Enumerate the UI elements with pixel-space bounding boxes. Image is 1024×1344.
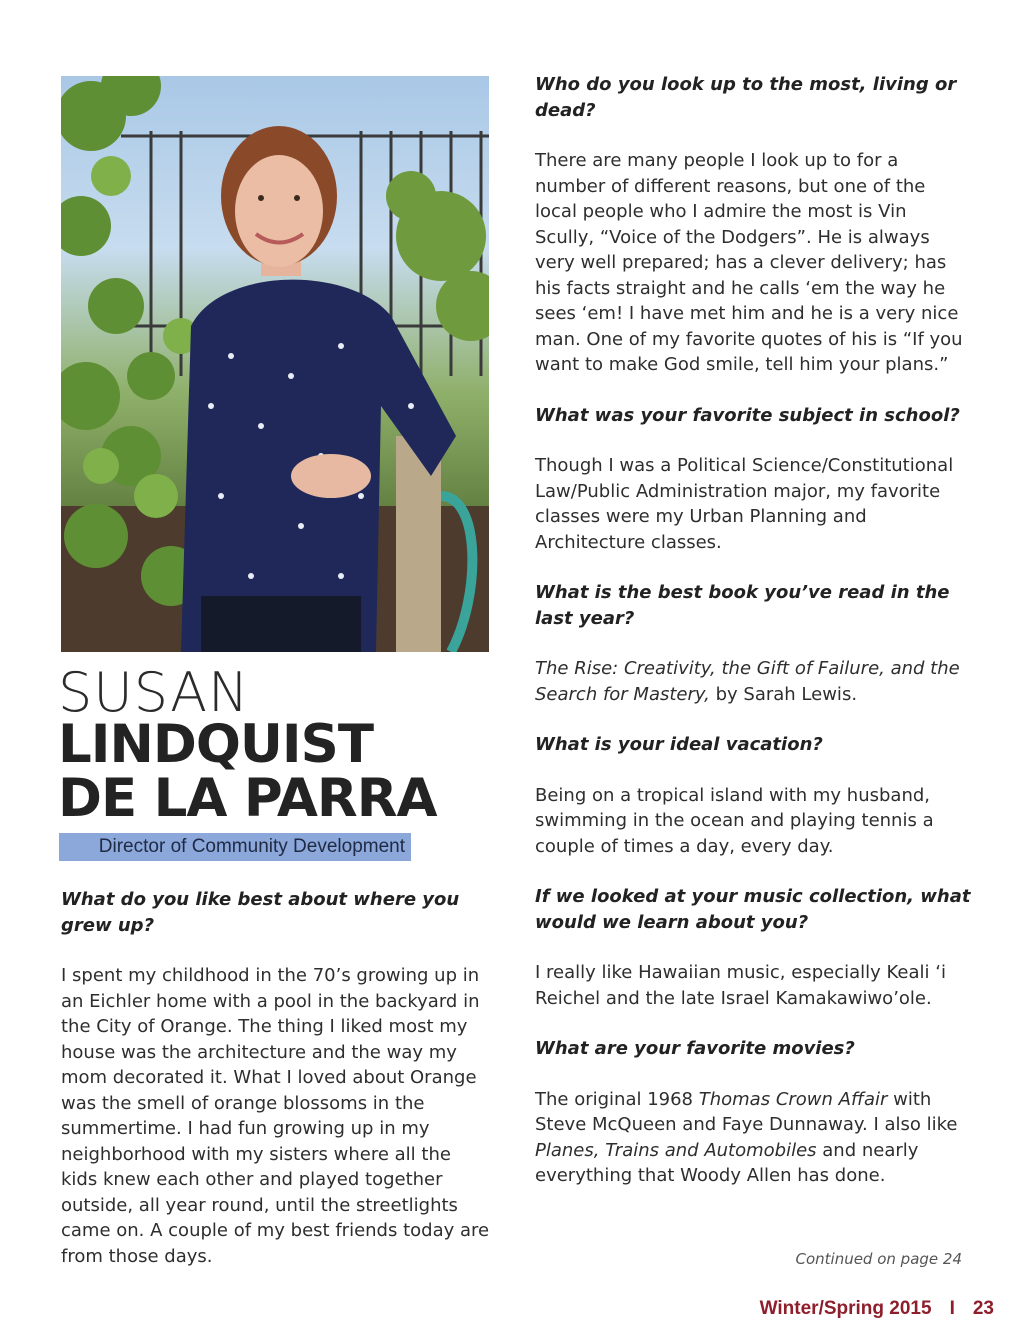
answer — [535, 656, 971, 707]
left-column — [61, 887, 491, 1294]
answer-text: with Steve McQueen and Faye Dunnaway. I also like — [535, 1088, 958, 1135]
portrait-illustration — [61, 76, 489, 652]
answer: Being on a tropical island with my husband, swimming in the ocean and playing tennis a couple of times a day, every day. — [535, 784, 934, 857]
answer: Though I was a Political Science/Constitutional Law/Public Administration major, my favorite classes were my Urban Planning and Architecture classes. — [535, 455, 954, 553]
footer-separator: I — [949, 1298, 955, 1319]
question: What do you like best about where you grew up? — [61, 889, 460, 936]
question: What is the best book you’ve read in the last year? — [535, 582, 950, 629]
question: What was your favorite subject in school? — [535, 404, 960, 426]
issue-label: Winter/Spring 2015 — [759, 1298, 932, 1319]
right-column — [535, 72, 971, 1214]
name-last-line2: DE LA PARRA — [58, 768, 437, 829]
profile-photo — [61, 76, 489, 652]
job-title-bar: Director of Community Development — [59, 833, 411, 861]
name-first: SUSAN — [58, 661, 250, 724]
movie-title: Thomas Crown Affair — [698, 1088, 888, 1110]
question: What is your ideal vacation? — [535, 734, 823, 755]
page-number: 23 — [972, 1298, 994, 1319]
question: Who do you look up to the most, living or dead? — [535, 74, 957, 121]
answer: I really like Hawaiian music, especially Keali ‘i Reichel and the late Israel Kamakawiwo’ole. — [535, 962, 946, 1009]
movie-title: Planes, Trains and Automobiles — [535, 1139, 817, 1161]
answer: I spent my childhood in the 70’s growing up in an Eichler home with a pool in the backyard in the City of Orange. The thing I liked most my house was the architecture and the way my mom decorated it. What I loved about Orange was the smell of orange blossoms in the summertime. I had fun growing up in my neighborhood with my sisters where all the kids knew each other and played together outside, all year round, until the streetlights came on. A couple of my best friends today are from those days. — [61, 965, 490, 1267]
answer — [535, 1087, 971, 1189]
answer-text: The original 1968 — [535, 1088, 699, 1110]
name-last-line1: LINDQUIST — [58, 714, 373, 775]
question: What are your favorite movies? — [535, 1038, 855, 1059]
question: If we looked at your music collection, what would we learn about you? — [535, 886, 971, 933]
page-footer — [760, 1298, 994, 1320]
book-title: The Rise: Creativity, the Gift of Failure, and the Search for Mastery, — [535, 658, 960, 705]
answer-text: and nearly everything that Woody Allen has done. — [535, 1139, 919, 1186]
answer-text: by Sarah Lewis. — [709, 683, 858, 705]
continued-note: Continued on page 24 — [795, 1250, 962, 1268]
answer: There are many people I look up to for a number of different reasons, but one of the local people who I admire the most is Vin Scully, “Voice of the Dodgers”. He is always very well prepared; has a clever delivery; has his facts straight and he calls ‘em the way he sees ‘em! I have met him and he is a very nice man. One of my favorite quotes of his is “If you want to make God smile, tell him your plans.” — [535, 150, 963, 375]
